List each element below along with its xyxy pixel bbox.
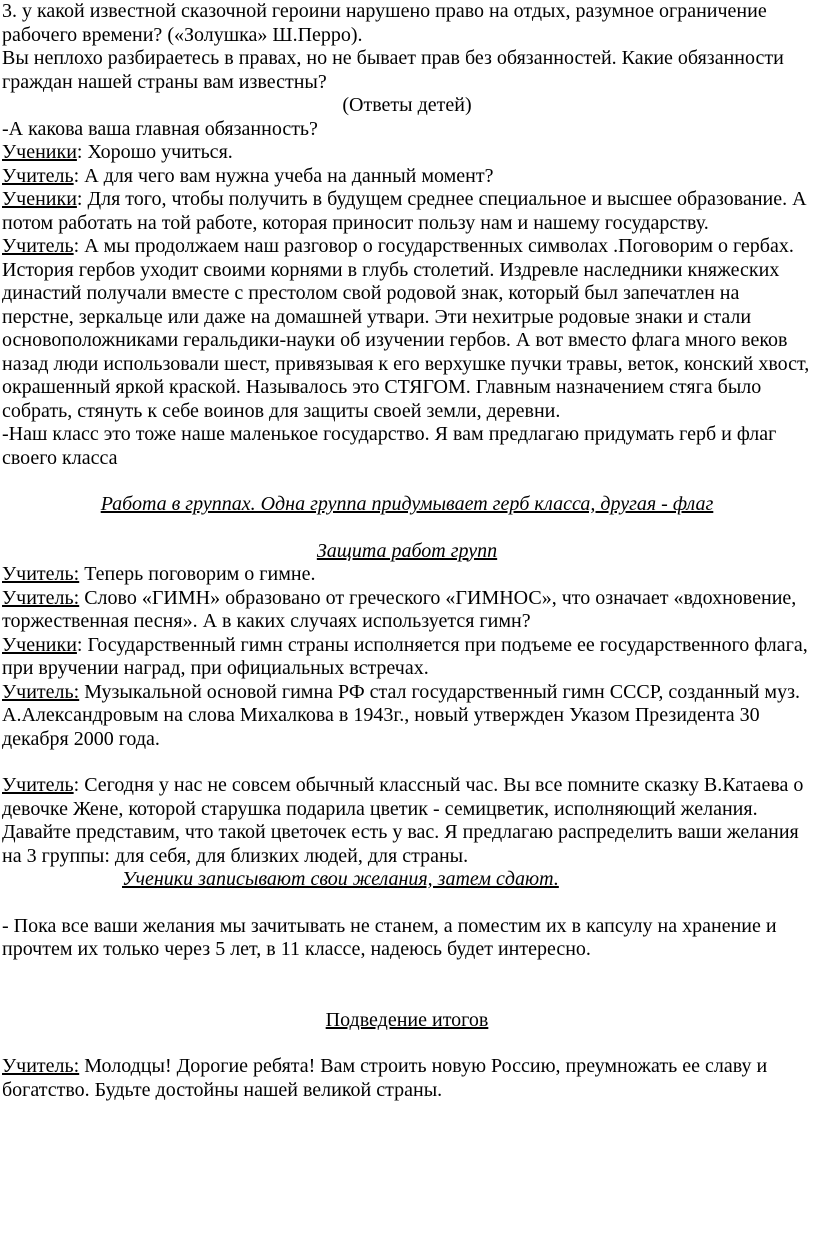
spacer bbox=[2, 470, 812, 493]
paragraph-class-state: -Наш класс это тоже наше маленькое государство. Я вам предлагаю придумать герб и флаг своего класса bbox=[2, 423, 777, 469]
spacer bbox=[2, 517, 812, 540]
paragraph-students-education bbox=[2, 188, 812, 235]
spacer bbox=[2, 751, 812, 774]
speech-text: : А мы продолжаем наш разговор о государственных символах .Поговорим о гербах. История гербов уходит своими корнями в глубь столетий. Издревле наследники княжеских династий получали вместе с престолом свой родовой знак, который был запечатлен на перстне, зеркальце или даже на домашней утвари. Эти нехитрые родовые знаки и стали основоположниками геральдики-науки об изучении гербов. А вот вместо флага много веков назад люди использовали шест, привязывая к его верхушке пучки травы, веток, конский хвост, окрашенный яркой краской. Называлось это СТЯГОМ. Главным назначением стяга было собрать, стянуть к себе воинов для защиты своей земли, деревни. bbox=[2, 235, 810, 422]
students-write-wishes-note: Ученики записывают свои желания, затем сдают. bbox=[122, 868, 559, 890]
speech-text: Молодцы! Дорогие ребята! Вам строить новую Россию, преумножать ее славу и богатство. Будьте достойны нашей великой страны. bbox=[2, 1055, 768, 1101]
speech-text: : Государственный гимн страны исполняется при подъеме ее государственного флага, при вручении наград, при официальных встречах. bbox=[2, 633, 808, 679]
speech-text: : Для того, чтобы получить в будущем среднее специальное и высшее образование. А потом работать на той работе, которая приносит пользу нам и нашему государству. bbox=[2, 188, 807, 234]
spacer bbox=[2, 962, 812, 1009]
paragraph-teacher-closing bbox=[2, 1055, 812, 1102]
group-work-heading: Работа в группах. Одна группа придумывает герб класса, другая - флаг bbox=[100, 493, 714, 515]
document-page bbox=[2, 0, 812, 1102]
speaker-label: Ученики bbox=[2, 141, 77, 163]
speaker-label: Ученики bbox=[2, 633, 77, 656]
paragraph-teacher-anthem-intro bbox=[2, 563, 812, 587]
paragraph-teacher-why-study bbox=[2, 165, 812, 189]
speech-text: Слово «ГИМН» образовано от греческого «ГИМНОС», что означает «вдохновение, торжественная песня». А в каких случаях используется гимн? bbox=[2, 586, 797, 632]
paragraph-teacher-coats-of-arms bbox=[2, 235, 812, 423]
paragraph-teacher-anthem-word bbox=[2, 587, 812, 634]
speaker-label: Учитель bbox=[2, 235, 74, 257]
speech-text: Теперь поговорим о гимне. bbox=[79, 563, 316, 585]
speaker-label: Учитель bbox=[2, 164, 74, 187]
paragraph-question-3: 3. у какой известной сказочной героини нарушено право на отдых, разумное ограничение рабочего времени? («Золушка» Ш.Перро). bbox=[2, 0, 767, 46]
paragraph-students-anthem-usage bbox=[2, 634, 812, 681]
spacer bbox=[2, 892, 812, 915]
speaker-label: Учитель: bbox=[2, 586, 80, 609]
speech-text: : Сегодня у нас не совсем обычный классный час. Вы все помните сказку В.Катаева о девочке Жене, которой старушка подарила цветик - семицветик, исполняющий желания. Давайте представим, что такой цветочек есть у вас. Я предлагаю распределить ваши желания на 3 группы: для себя, для близких людей, для страны. bbox=[2, 774, 804, 867]
group-defense-heading: Защита работ групп bbox=[316, 539, 498, 562]
paragraph-teacher-anthem-history bbox=[2, 681, 812, 752]
paragraph-main-duty-question: -А какова ваша главная обязанность? bbox=[2, 117, 318, 140]
paragraph-teacher-wishes bbox=[2, 774, 812, 868]
speech-text: : Хорошо учиться. bbox=[76, 141, 233, 163]
speaker-label: Учитель: bbox=[2, 1055, 80, 1077]
paragraph-rights-duties: Вы неплохо разбираетесь в правах, но не бывает прав без обязанностей. Какие обязанности граждан нашей страны вам известны? bbox=[2, 47, 784, 93]
speaker-label: Учитель: bbox=[2, 563, 80, 585]
speaker-label: Учитель bbox=[2, 774, 74, 796]
speech-text: : А для чего вам нужна учеба на данный момент? bbox=[73, 164, 494, 187]
paragraph-capsule: - Пока все ваши желания мы зачитывать не станем, а поместим их в капсулу на хранение и прочтем их только через 5 лет, в 11 классе, надеюсь будет интересно. bbox=[2, 914, 777, 960]
summary-heading: Подведение итогов bbox=[325, 1008, 489, 1031]
children-answers-note: (Ответы детей) bbox=[342, 94, 472, 116]
paragraph-students-study bbox=[2, 141, 812, 165]
speaker-label: Учитель: bbox=[2, 680, 80, 703]
speech-text: Музыкальной основой гимна РФ стал государственный гимн СССР, созданный муз. А.Александровым на слова Михалкова в 1943г., новый утвержден Указом Президента 30 декабря 2000 года. bbox=[2, 680, 800, 750]
speaker-label: Ученики bbox=[2, 188, 77, 210]
spacer bbox=[2, 1032, 812, 1055]
